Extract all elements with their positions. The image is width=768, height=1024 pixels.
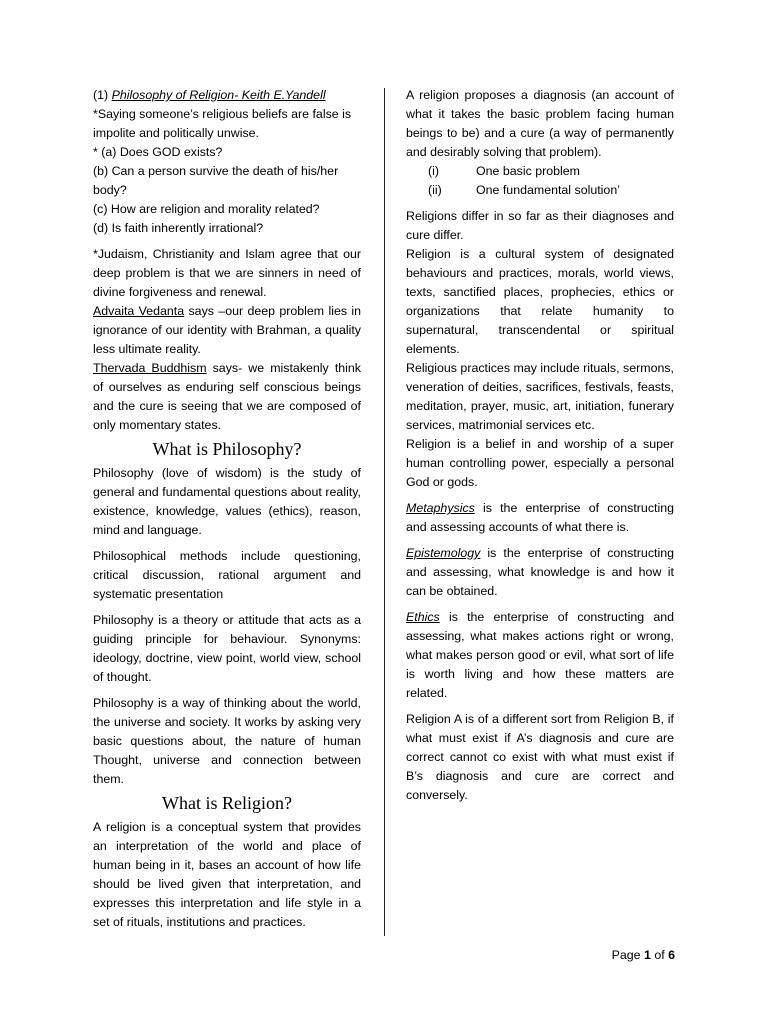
page-number: Page 1 of 6 (611, 948, 675, 962)
column-divider (384, 88, 385, 936)
list-text: One basic problem (476, 164, 580, 178)
left-column (93, 86, 361, 932)
thervada-paragraph: Thervada Buddhism says- we mistakenly think of ourselves as enduring self conscious beings and the cure is seeing that we are composed of only momentary states. (93, 361, 361, 432)
list-text: One fundamental solution’ (476, 183, 620, 197)
ethics-paragraph: Ethics is the enterprise of constructing and assessing, what makes actions right or wrong, what makes person good or evil, what sort of life is worth living and how these matters are related. (406, 610, 674, 700)
religion-heading: What is Religion? (162, 793, 292, 813)
religion-comparison-paragraph: Religion A is of a different sort from Religion B, if what must exist if A’s diagnosis and cure are correct cannot co exist with what must exist if B’s diagnosis and cure are correct and conversely. (406, 712, 674, 802)
list-number: (i) (428, 164, 440, 178)
question-a: * (a) Does GOD exists? (93, 145, 223, 159)
question-c: (c) How are religion and morality related? (93, 202, 320, 216)
intro-line: *Saying someone’s religious beliefs are false is impolite and politically unwise. (93, 107, 352, 140)
philosophy-heading: What is Philosophy? (152, 439, 302, 459)
right-column (406, 86, 674, 805)
epistemology-paragraph: Epistemology is the enterprise of constructing and assessing, what knowledge is and how it can be obtained. (406, 546, 674, 598)
list-item (406, 181, 674, 200)
question-b: (b) Can a person survive the death of his/her body? (93, 164, 339, 197)
book-reference: (1) Philosophy of Religion- Keith E.Yandell (93, 88, 326, 102)
abrahamic-paragraph: *Judaism, Christianity and Islam agree that our deep problem is that we are sinners in need of divine forgiveness and renewal. (93, 247, 361, 299)
list-item (406, 162, 674, 181)
advaita-paragraph: Advaita Vedanta says –our deep problem lies in ignorance of our identity with Brahman, a quality less ultimate reality. (93, 304, 362, 356)
religion-definition: A religion is a conceptual system that provides an interpretation of the world and place of human being in it, bases an account of how life should be lived given that interpretation, and expresses this interpretation and life style in a set of rituals, institutions and practices. (93, 820, 361, 929)
total-pages: 6 (668, 948, 675, 962)
current-page: 1 (643, 948, 651, 962)
practices-paragraph: Religious practices may include rituals, sermons, veneration of deities, sacrifices, festivals, feasts, meditation, prayer, music, art, initiation, funerary services, matrimonial services etc. (406, 361, 674, 432)
ethics-term: Ethics (406, 610, 440, 624)
philosophy-theory: Philosophy is a theory or attitude that acts as a guiding principle for behaviour. Synonyms: ideology, doctrine, view point, world view, school of thought. (93, 613, 361, 684)
list-number: (ii) (428, 183, 442, 197)
metaphysics-term: Metaphysics (406, 501, 475, 515)
differ-paragraph: Religions differ in so far as their diagnoses and cure differ. (406, 209, 674, 242)
book-title: Philosophy of Religion- Keith E.Yandell (111, 88, 326, 102)
cultural-system-paragraph: Religion is a cultural system of designated behaviours and practices, morals, world views, texts, sanctified places, prophecies, ethics or organizations that relate humanity to supernatural, transcendental or spiritual elements. (406, 247, 674, 356)
diagnosis-paragraph: A religion proposes a diagnosis (an account of what it takes the basic problem facing human beings to be) and a cure (a way of permanently and desirably solving that problem). (406, 88, 674, 159)
philosophy-thinking: Philosophy is a way of thinking about the world, the universe and society. It works by asking very basic questions about, the nature of human Thought, universe and connection between them. (93, 696, 361, 786)
philosophy-methods: Philosophical methods include questioning, critical discussion, rational argument and systematic presentation (93, 549, 361, 601)
philosophy-definition: Philosophy (love of wisdom) is the study of general and fundamental questions about reality, existence, knowledge, values (ethics), reason, mind and language. (93, 466, 361, 537)
metaphysics-paragraph: Metaphysics is the enterprise of constructing and assessing accounts of what there is. (406, 501, 674, 534)
epistemology-term: Epistemology (406, 546, 481, 560)
thervada-term: Thervada Buddhism (93, 361, 207, 375)
question-d: (d) Is faith inherently irrational? (93, 221, 264, 235)
advaita-term: Advaita Vedanta (93, 304, 185, 318)
belief-paragraph: Religion is a belief in and worship of a super human controlling power, especially a personal God or gods. (406, 437, 674, 489)
